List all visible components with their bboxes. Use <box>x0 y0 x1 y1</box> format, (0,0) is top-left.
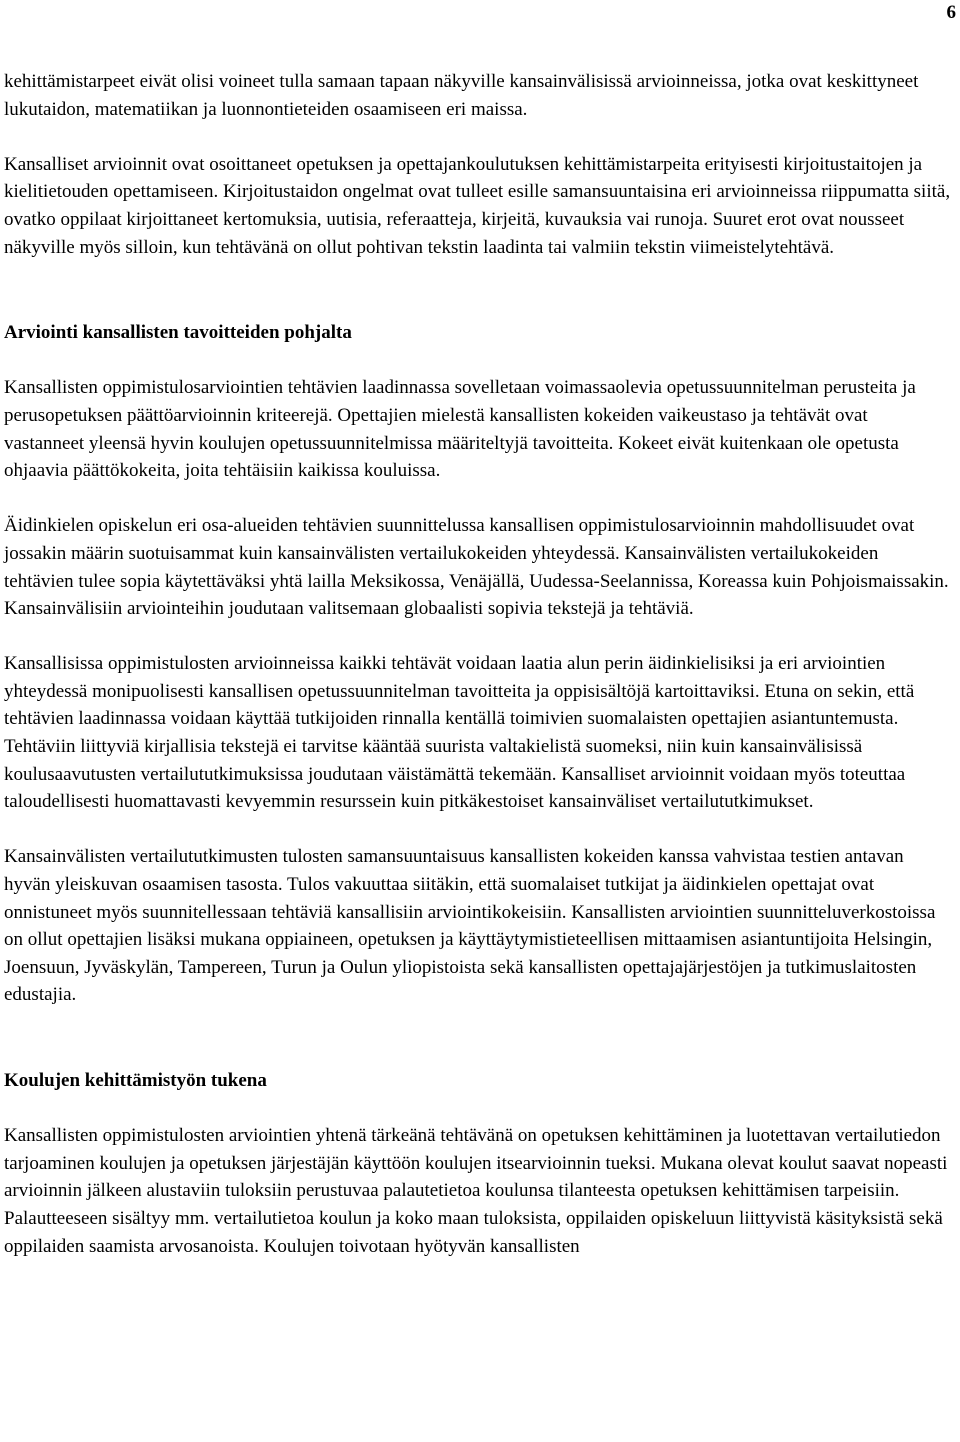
paragraph-6: Kansainvälisten vertailututkimusten tulosten samansuuntaisuus kansallisten kokeiden kanssa vahvistaa testien antavan hyvän yleiskuvan osaamisen tasosta. Tulos vakuuttaa siitäkin, että suomalaiset tutkijat ja äidinkielen opettajat ovat onnistuneet myös suunnitellessaan tehtäviä kansallisiin arviointikokeisiin. Kansallisten arviointien suunnitteluverkostoissa on ollut opettajien lisäksi mukana oppiaineen, opetuksen ja käyttäytymistieteellisen mittaamisen asiantuntijoita Helsingin, Joensuun, Jyväskylän, Tampereen, Turun ja Oulun yliopistoista sekä kansallisten opettajajärjestöjen ja tutkimuslaitosten edustajia. <box>4 846 936 1006</box>
paragraph-4: Äidinkielen opiskelun eri osa-alueiden tehtävien suunnittelussa kansallisen oppimistulosarvioinnin mahdollisuudet ovat jossakin määrin suotuisammat kuin kansainvälisten vertailukokeiden yhteydessä. Kansainvälisten vertailukokeiden tehtävien tulee sopia käytettäväksi yhtä lailla Meksikossa, Venäjällä, Uudessa-Seelannissa, Koreassa kuin Pohjoismaissakin. Kansainvälisiin arviointeihin joudutaan valitsemaan globaalisti sopivia tekstejä ja tehtäviä. <box>4 515 949 620</box>
paragraph-3: Kansallisten oppimistulosarviointien tehtävien laadinnassa sovelletaan voimassaolevia opetussuunnitelman perusteita ja perusopetuksen päättöarvioinnin kriteerejä. Opettajien mielestä kansallisten kokeiden vaikeustaso ja tehtävät ovat vastanneet yleensä hyvin koulujen opetussuunnitelmissa määriteltyjä tavoitteita. Kokeet eivät kuitenkaan ole opetusta ohjaavia päättökokeita, joita tehtäisiin kaikissa kouluissa. <box>4 377 916 482</box>
page-number: 6 <box>946 2 956 23</box>
section-heading-arviointi: Arviointi kansallisten tavoitteiden pohjalta <box>4 322 352 344</box>
paragraph-5: Kansallisissa oppimistulosten arvioinneissa kaikki tehtävät voidaan laatia alun perin äidinkielisiksi ja eri arviointien yhteydessä monipuolisesti kansallisen opetussuunnitelman tavoitteita ja oppisisältöjä kartoittaviksi. Etuna on sekin, että tehtävien laadinnassa voidaan käyttää tutkijoiden rinnalla kentällä toimivien suomalaisten opettajien asiantuntemusta. Tehtäviin liittyviä kirjallisia tekstejä ei tarvitse kääntää suurista valtakielistä suomeksi, niin kuin kansainvälisissä koulusaavutusten vertailututkimuksissa joudutaan väistämättä tekemään. Kansalliset arvioinnit voidaan myös toteuttaa taloudellisesti huomattavasti kevyemmin resurssein kuin pitkäkestoiset kansainväliset vertailututkimukset. <box>4 653 915 813</box>
document-body <box>4 68 952 1260</box>
section-heading-koulujen: Koulujen kehittämistyön tukena <box>4 1070 267 1091</box>
paragraph-1: kehittämistarpeet eivät olisi voineet tulla samaan tapaan näkyville kansainvälisissä arvioinneissa, jotka ovat keskittyneet lukutaidon, matematiikan ja luonnontieteiden osaamiseen eri maissa. <box>4 71 919 120</box>
paragraph-2: Kansalliset arvioinnit ovat osoittaneet opetuksen ja opettajankoulutuksen kehittämistarpeita erityisesti kirjoitustaitojen ja kielitietouden opettamiseen. Kirjoitustaidon ongelmat ovat tulleet esille samansuuntaisina eri arvioinneissa riippumatta siitä, ovatko oppilaat kirjoittaneet kertomuksia, uutisia, referaatteja, kirjeitä, kuvauksia vai runoja. Suuret erot ovat nousseet näkyville myös silloin, kun tehtävänä on ollut pohtivan tekstin laadinta tai valmiin tekstin viimeistelytehtävä. <box>4 153 951 258</box>
paragraph-7: Kansallisten oppimistulosten arviointien yhtenä tärkeänä tehtävänä on opetuksen kehittäminen ja luotettavan vertailutiedon tarjoaminen koulujen ja opetuksen järjestäjän käyttöön koulujen itsearvioinnin tueksi. Mukana olevat koulut saavat nopeasti arvioinnin jälkeen alustaviin tuloksiin perustuvaa palautetietoa koulunsa tilanteesta opetuksen kehittämisen tarpeisiin. Palautteeseen sisältyy mm. vertailutietoa koulun ja koko maan tuloksista, oppilaiden opiskeluun liittyvistä käsityksistä sekä oppilaiden saamista arvosanoista. Koulujen toivotaan hyötyvän kansallisten <box>4 1125 948 1257</box>
